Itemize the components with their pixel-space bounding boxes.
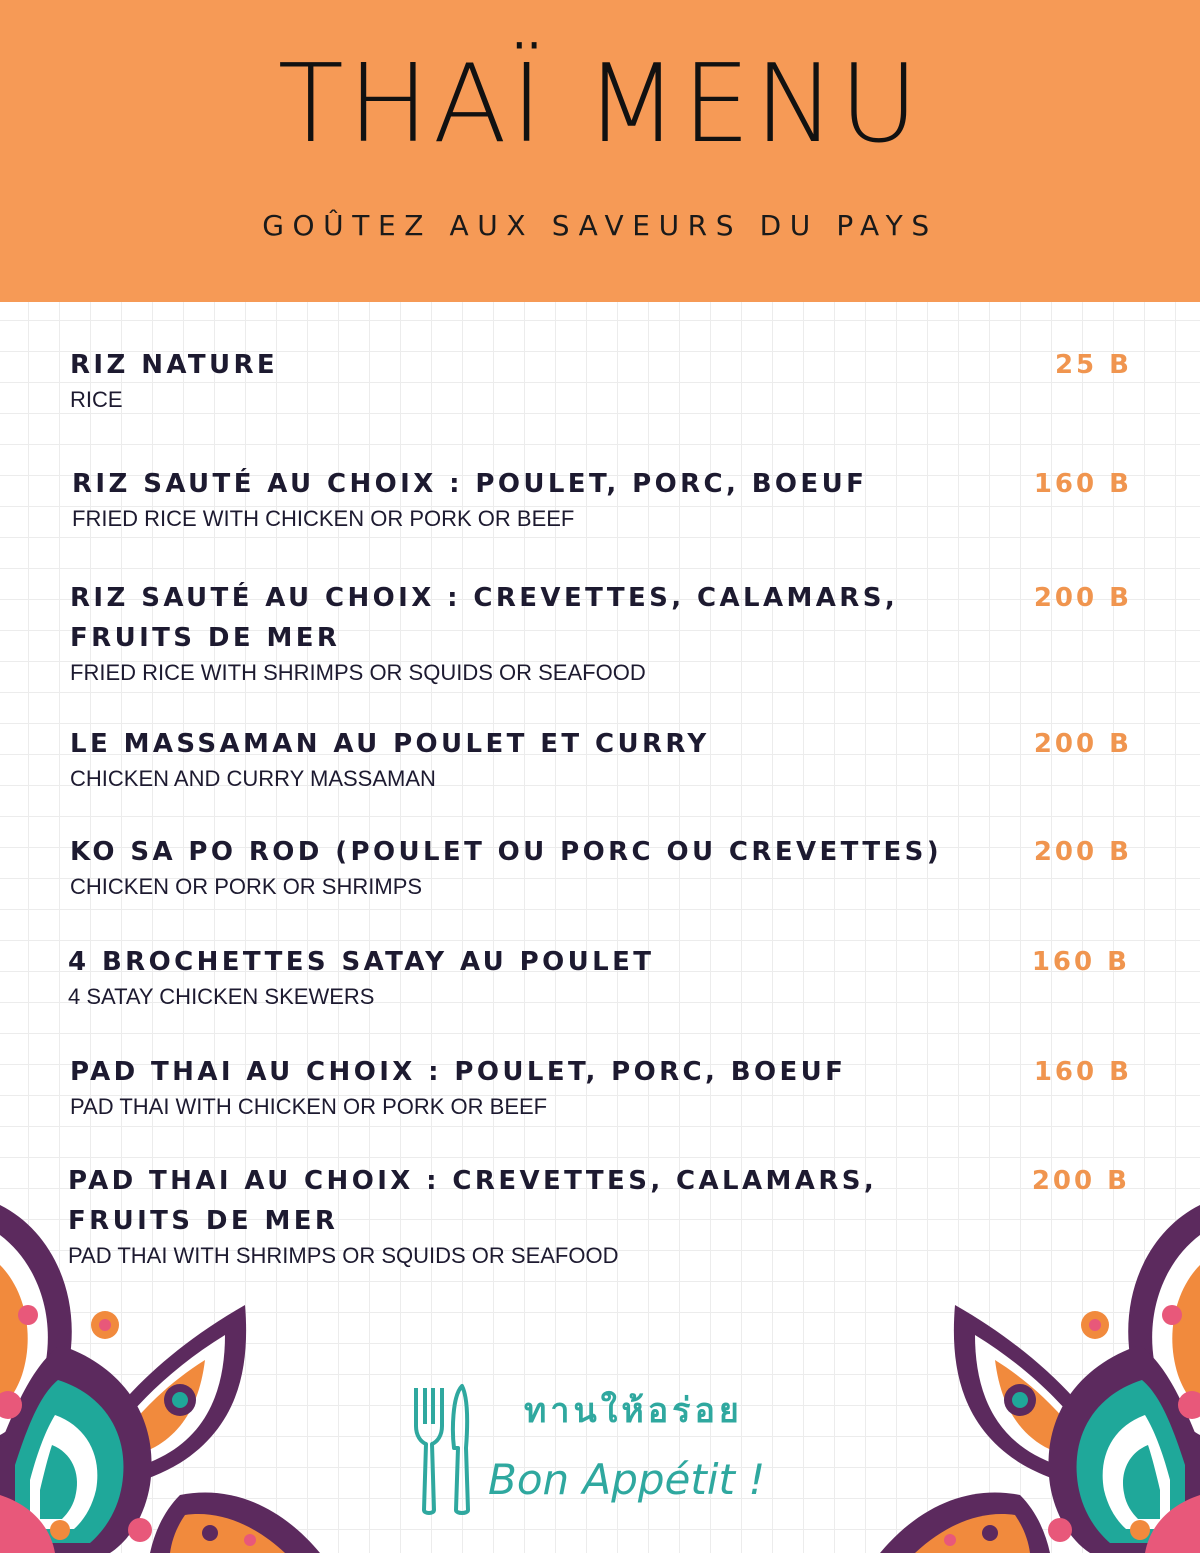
thai-greeting: ทานให้อร่อย: [524, 1391, 743, 1431]
fork-knife-icon: [412, 1382, 474, 1516]
menu-item: [70, 724, 1132, 794]
bon-appetit-text: Bon Appétit !: [488, 1455, 766, 1504]
item-price: 25 B: [1054, 350, 1132, 380]
item-price: 200 B: [1033, 837, 1132, 867]
menu-title: THAÏ MENU: [277, 42, 923, 167]
item-name-fr: 4 BROCHETTES SATAY AU POULET: [68, 947, 655, 977]
item-price: 200 B: [1031, 1166, 1130, 1196]
item-name-fr: RIZ NATURE: [70, 350, 279, 380]
item-name-fr: KO SA PO ROD (POULET OU PORC OU CREVETTES): [70, 837, 943, 867]
item-price: 160 B: [1033, 1057, 1132, 1087]
menu-item: [70, 1052, 1132, 1122]
item-name-en: RICE: [70, 387, 123, 412]
menu-item: [70, 345, 1132, 415]
mandala-left-ornament: [0, 1195, 360, 1553]
item-name-fr: LE MASSAMAN AU POULET ET CURRY: [70, 729, 710, 759]
menu-item: [68, 942, 1130, 1012]
item-name-en: CHICKEN AND CURRY MASSAMAN: [70, 766, 436, 791]
item-name-fr: RIZ SAUTÉ AU CHOIX : CREVETTES, CALAMARS, FRUITS DE MER: [70, 583, 899, 653]
item-name-en: 4 SATAY CHICKEN SKEWERS: [68, 984, 375, 1009]
item-name-fr: PAD THAI AU CHOIX : CREVETTES, CALAMARS, FRUITS DE MER: [68, 1166, 878, 1236]
item-price: 200 B: [1033, 583, 1132, 613]
item-price: 160 B: [1033, 469, 1132, 499]
item-name-en: PAD THAI WITH SHRIMPS OR SQUIDS OR SEAFOOD: [68, 1243, 619, 1268]
item-name-fr: PAD THAI AU CHOIX : POULET, PORC, BOEUF: [70, 1057, 847, 1087]
header-banner: [0, 0, 1200, 302]
menu-item: [72, 464, 1132, 534]
item-price: 160 B: [1031, 947, 1130, 977]
item-name-en: FRIED RICE WITH CHICKEN OR PORK OR BEEF: [72, 506, 575, 531]
menu-item: [70, 578, 1132, 688]
item-price: 200 B: [1033, 729, 1132, 759]
menu-item: [70, 832, 1132, 902]
item-name-fr: RIZ SAUTÉ AU CHOIX : POULET, PORC, BOEUF: [72, 469, 868, 499]
menu-subtitle: GOÛTEZ AUX SAVEURS DU PAYS: [262, 209, 938, 242]
item-name-en: FRIED RICE WITH SHRIMPS OR SQUIDS OR SEAFOOD: [70, 660, 646, 685]
mandala-right-ornament: [840, 1195, 1200, 1553]
item-name-en: PAD THAI WITH CHICKEN OR PORK OR BEEF: [70, 1094, 548, 1119]
item-name-en: CHICKEN OR PORK OR SHRIMPS: [70, 874, 423, 899]
footer-bon-appetit: [412, 1382, 832, 1522]
